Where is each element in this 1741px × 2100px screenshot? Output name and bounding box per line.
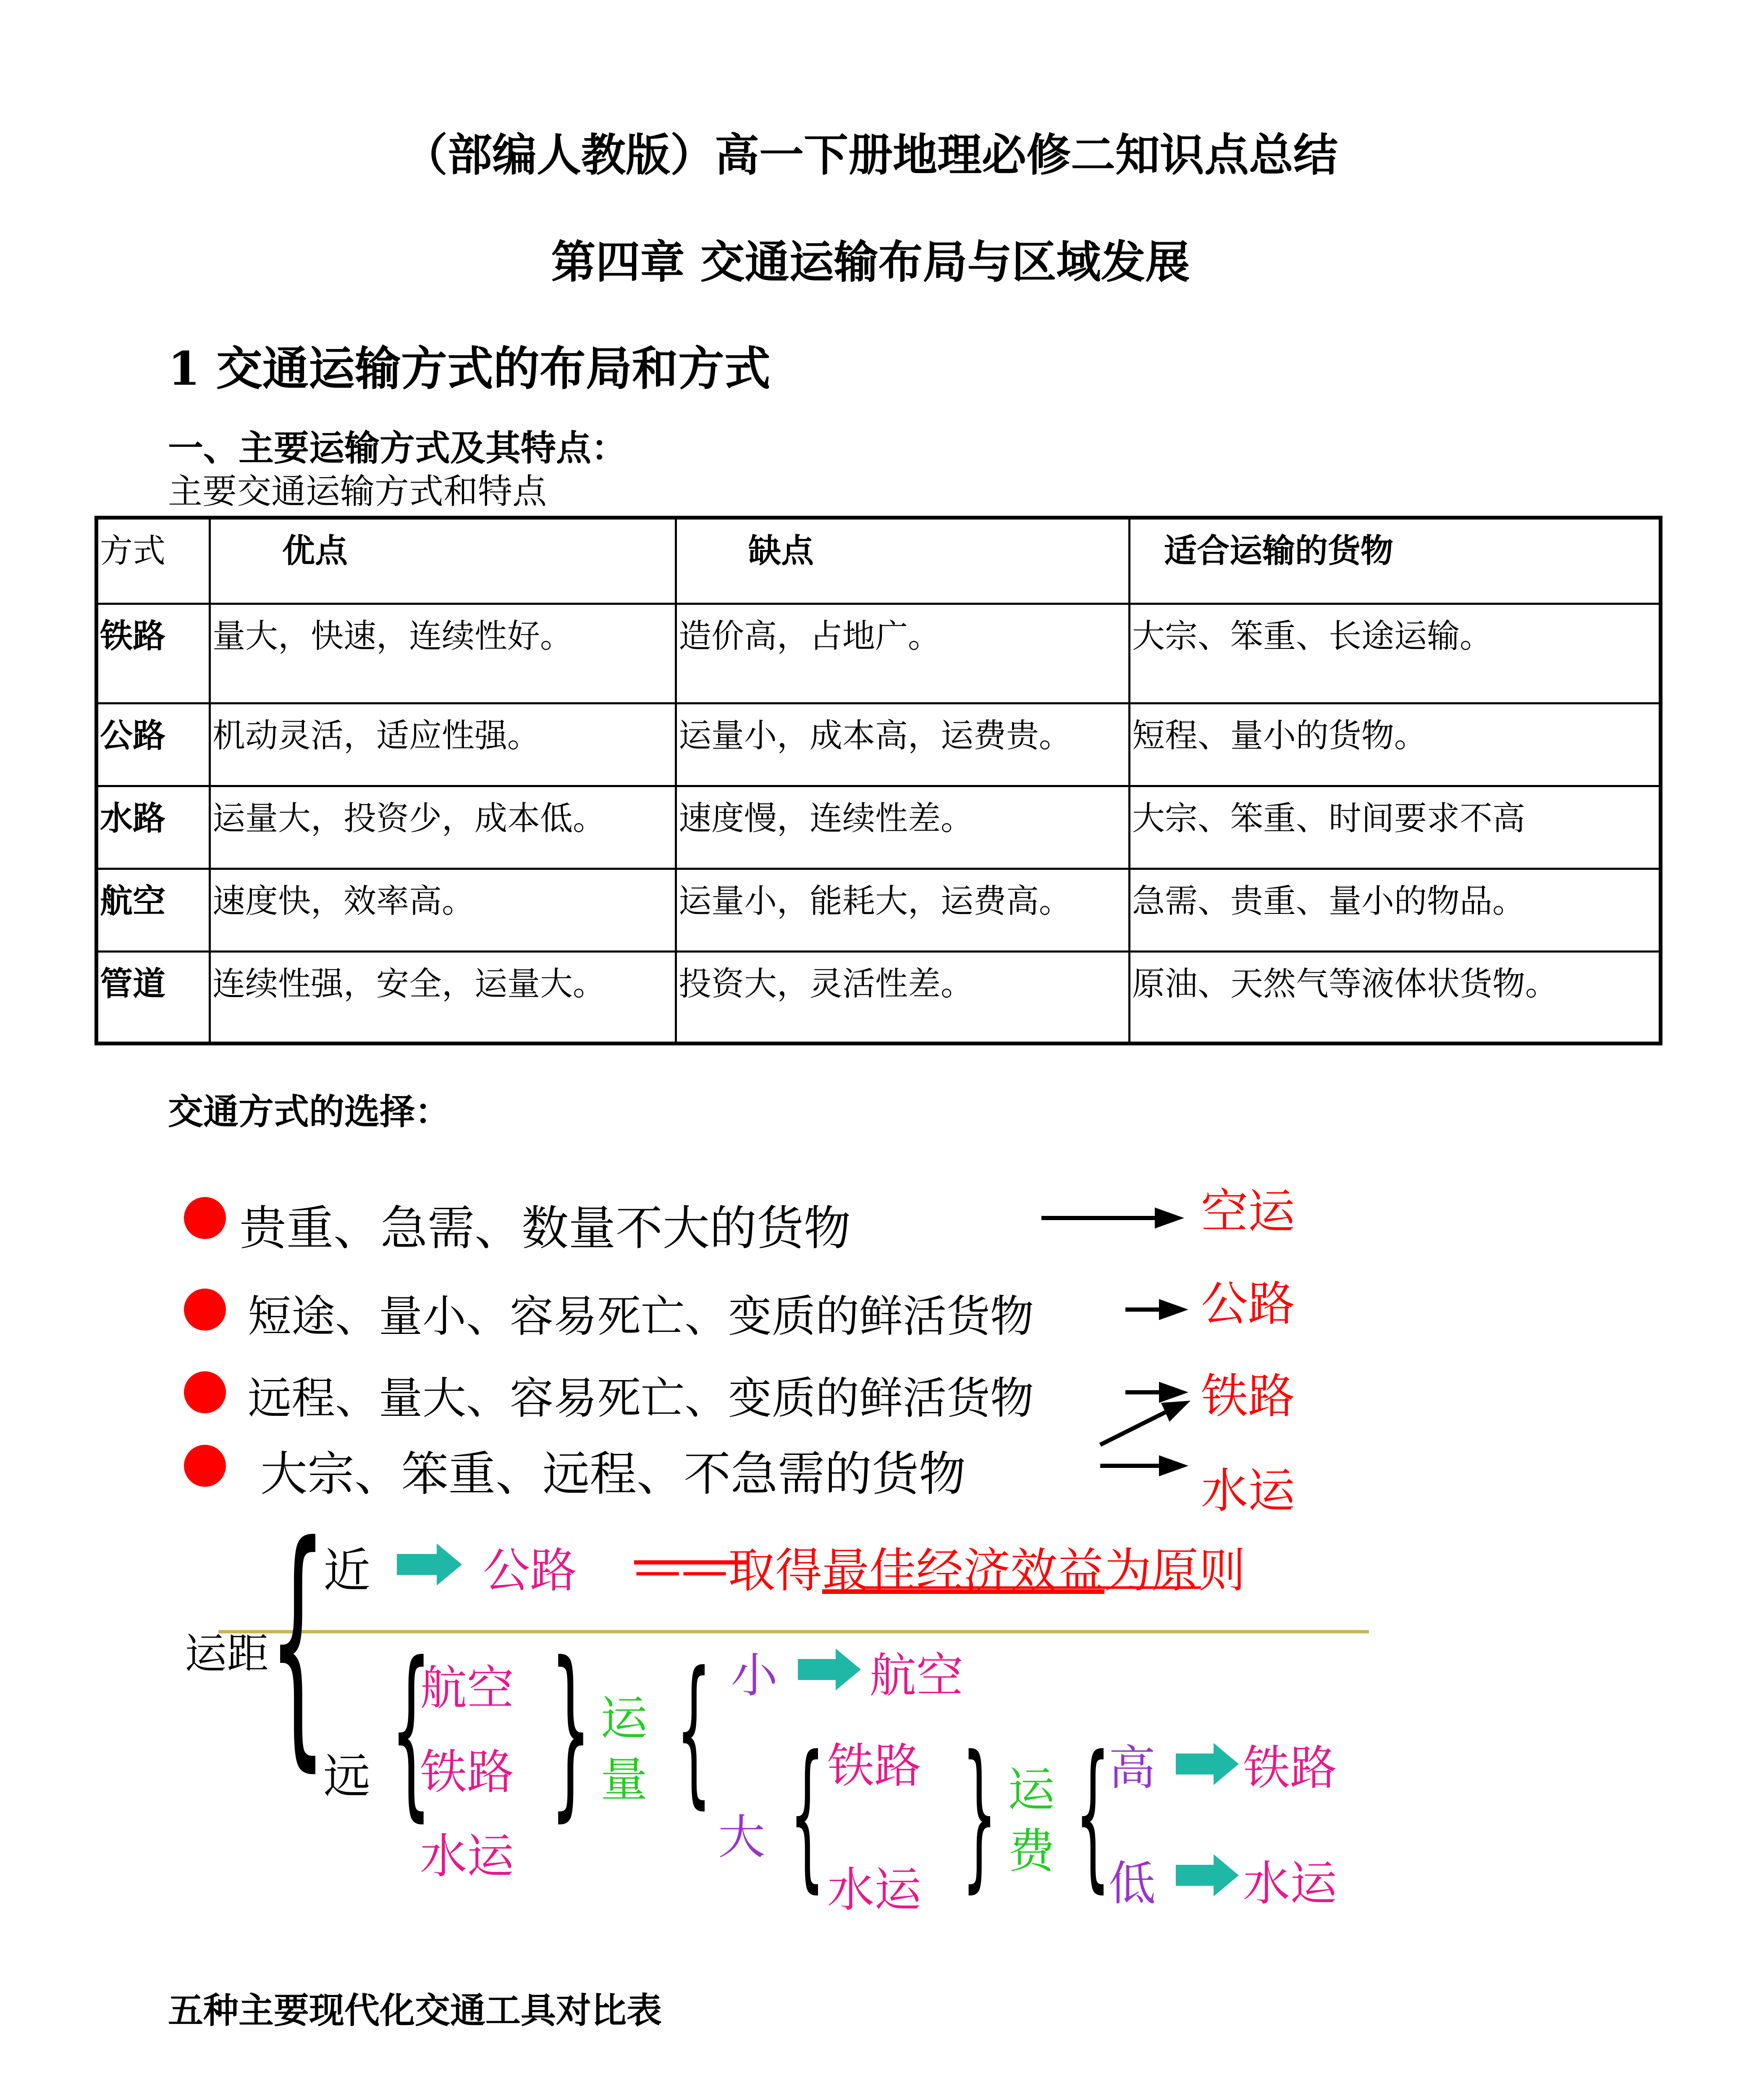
bullet-dot — [184, 1445, 226, 1487]
bullet-target-3: 铁路 — [1201, 1369, 1295, 1424]
table-cell: 投资大，灵活性差。 — [676, 952, 1130, 1044]
brace-volume: { — [676, 1637, 712, 1823]
bullet-dot — [184, 1289, 226, 1331]
table-cell: 大宗、笨重、长途运输。 — [1130, 604, 1661, 704]
table-cell: 速度慢，连续性差。 — [676, 786, 1130, 869]
table-header-advantages: 优点 — [210, 518, 676, 604]
table-header-disadvantages: 缺点 — [676, 518, 1130, 604]
brace-far-close: } — [550, 1623, 591, 1838]
bullet-dot — [184, 1371, 226, 1413]
tree-high: 高 — [1109, 1741, 1156, 1796]
bullet-text-3: 远程、量大、容易死亡、变质的鲜活货物 — [248, 1373, 1034, 1424]
tree-high-target: 铁路 — [1243, 1741, 1337, 1796]
principle-prefix: ——取得 — [634, 1544, 822, 1598]
document-title: （部编人教版）高一下册地理必修二知识点总结 — [403, 129, 1338, 181]
teal-arrow — [798, 1648, 861, 1690]
compare-heading: 五种主要现代化交通工具对比表 — [168, 1990, 662, 2031]
tree-small: 小 — [731, 1648, 778, 1703]
tree-low-target: 水运 — [1243, 1856, 1337, 1911]
table-header-goods: 适合运输的货物 — [1130, 518, 1661, 604]
table-cell-mode: 铁路 — [97, 604, 210, 704]
large-option-2: 水运 — [827, 1863, 921, 1917]
tree-large: 大 — [718, 1810, 765, 1865]
table-cell: 速度快，效率高。 — [210, 869, 676, 952]
table-cell-mode: 管道 — [97, 952, 210, 1044]
bullet-text-1: 贵重、急需、数量不大的货物 — [239, 1201, 851, 1256]
table-cell-mode: 水路 — [97, 786, 210, 869]
tree-near: 近 — [323, 1544, 370, 1598]
choice-heading: 交通方式的选择： — [168, 1091, 451, 1132]
far-option-3: 水运 — [420, 1829, 514, 1884]
bullet-target-4: 水运 — [1201, 1464, 1295, 1518]
bullet-dot — [184, 1197, 226, 1239]
tree-small-target: 航空 — [869, 1648, 963, 1703]
far-option-2: 铁路 — [420, 1745, 514, 1800]
table-cell: 运量小，成本高，运费贵。 — [676, 704, 1130, 786]
brace-large: { — [789, 1721, 825, 1907]
table-cell: 短程、量小的货物。 — [1130, 704, 1661, 786]
teal-arrow — [397, 1544, 462, 1586]
section-title: 1 交通运输方式的布局和方式 — [168, 341, 771, 396]
table-cell-mode: 航空 — [97, 869, 210, 952]
brace-cost: { — [1075, 1721, 1111, 1907]
far-option-1: 航空 — [420, 1661, 514, 1716]
bullet-text-4: 大宗、笨重、远程、不急需的货物 — [260, 1447, 966, 1502]
table-cell: 造价高，占地广。 — [676, 604, 1130, 704]
brace-root: { — [269, 1491, 327, 1793]
tree-principle — [634, 1533, 1245, 1601]
table-cell-mode: 公路 — [97, 704, 210, 786]
tree-volume: 运量 — [600, 1691, 648, 1807]
table-cell: 大宗、笨重、时间要求不高 — [1130, 786, 1661, 869]
tree-near-target: 公路 — [483, 1544, 577, 1598]
brace-far: { — [391, 1623, 432, 1838]
subsection-title: 一、主要运输方式及其特点： — [168, 427, 627, 469]
tree-low: 低 — [1109, 1856, 1156, 1911]
tree-cost: 运费 — [1008, 1763, 1055, 1879]
table-cell: 量大，快速，连续性好。 — [210, 604, 676, 704]
teal-arrow — [1176, 1743, 1239, 1785]
table-header-mode: 方式 — [97, 518, 210, 604]
principle-underlined: 最佳经济效益 — [822, 1544, 1104, 1598]
large-option-1: 铁路 — [827, 1739, 921, 1793]
table-cell: 连续性强，安全，运量大。 — [210, 952, 676, 1044]
bullet-target-1: 空运 — [1201, 1184, 1295, 1239]
principle-suffix: 为原则 — [1104, 1544, 1245, 1598]
table-caption: 主要交通运输方式和特点 — [168, 472, 547, 512]
bullet-text-2: 短途、量小、容易死亡、变质的鲜活货物 — [248, 1291, 1034, 1342]
chapter-title: 第四章 交通运输布局与区域发展 — [551, 236, 1190, 288]
table-cell: 机动灵活，适应性强。 — [210, 704, 676, 786]
table-cell: 运量小，能耗大，运费高。 — [676, 869, 1130, 952]
brace-large-close: } — [962, 1721, 997, 1907]
table-cell: 急需、贵重、量小的物品。 — [1130, 869, 1661, 952]
tree-far: 远 — [323, 1749, 370, 1804]
teal-arrow — [1176, 1854, 1239, 1896]
table-cell: 原油、天然气等液体状货物。 — [1130, 952, 1661, 1044]
tree-root: 运距 — [185, 1629, 269, 1678]
table-cell: 运量大，投资少，成本低。 — [210, 786, 676, 869]
bullet-target-2: 公路 — [1201, 1277, 1295, 1331]
